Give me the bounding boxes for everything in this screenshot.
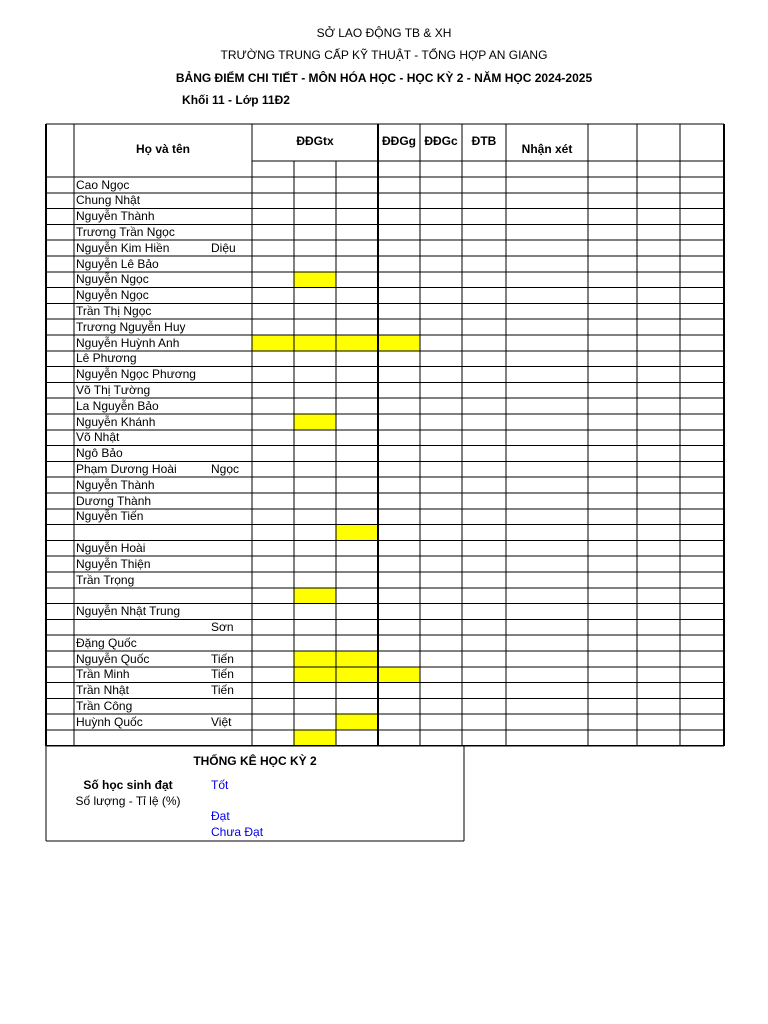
student-surname: Nguyễn Huỳnh Anh [76,335,180,350]
highlighted-score-cell[interactable] [294,588,336,604]
student-surname: Trần Nhật [76,683,129,698]
student-given-name: Việt [211,714,232,729]
stats-tot: Tốt [211,778,229,792]
student-given-name: Ngọc [211,461,240,476]
student-surname: Nguyễn Hoài [76,540,146,555]
highlighted-score-cell[interactable] [336,525,378,541]
student-surname: Nguyễn Khánh [76,414,156,429]
student-surname: Nguyễn Tiến [76,509,144,524]
highlighted-score-cell[interactable] [336,335,378,351]
highlighted-score-cell[interactable] [336,714,378,730]
student-surname: Nguyễn Ngọc Phương [76,367,196,382]
col-header-ddgc: ĐĐGc [424,134,458,148]
student-surname: Nguyễn Ngọc [76,288,149,303]
student-surname: Nguyễn Lê Bảo [76,256,159,271]
student-given-name: Diệu [211,240,236,255]
stats-title: THỐNG KÊ HỌC KỲ 2 [193,754,317,768]
col-header-name: Họ và tên [135,142,190,156]
highlighted-score-cell[interactable] [294,730,336,746]
student-surname: La Nguyễn Bảo [76,398,159,413]
school-name: TRƯỜNG TRUNG CẤP KỸ THUẬT - TỔNG HỢP AN GIANG [220,48,548,62]
student-surname: Trương Trần Ngọc [76,224,175,239]
col-header-ddgtx: ĐĐGtx [296,134,334,148]
student-surname: Nguyễn Thiện [76,556,151,571]
student-surname: Lê Phương [76,351,137,366]
col-header-note: Nhận xét [521,142,573,156]
stats-label: Số học sinh đạt [83,778,173,792]
student-surname: Huỳnh Quốc [76,714,143,729]
student-surname: Dương Thành [76,493,152,508]
student-surname: Trần Công [76,698,133,713]
student-surname: Nguyễn Thành [76,209,155,224]
stats-chua-dat: Chưa Đạt [211,825,264,839]
stats-sublabel: Số lượng - Tỉ lệ (%) [75,794,181,808]
class-label: Khối 11 - Lớp 11Đ2 [182,93,290,107]
sheet-title: BẢNG ĐIỂM CHI TIẾT - MÔN HÓA HỌC - HỌC KỲ 2 - NĂM HỌC 2024-2025 [175,71,593,85]
col-header-dtb: ĐTB [471,134,497,148]
highlighted-score-cell[interactable] [294,667,336,683]
col-header-ddgg: ĐĐGg [382,134,416,148]
student-surname: Nguyễn Nhật Trung [76,604,181,619]
student-surname: Võ Thị Tường [76,382,151,397]
student-surname: Trương Nguyễn Huy [76,319,186,334]
student-surname: Trần Minh [76,667,130,682]
student-given-name: Tiến [211,683,234,698]
highlighted-score-cell[interactable] [252,335,294,351]
highlighted-score-cell[interactable] [378,667,420,683]
student-surname: Trần Thị Ngọc [76,303,152,318]
student-surname: Trần Trọng [76,572,135,587]
student-surname: Nguyễn Thành [76,477,155,492]
student-surname: Phạm Dương Hoài [76,461,177,476]
student-surname: Nguyễn Quốc [76,651,150,666]
highlighted-score-cell[interactable] [336,651,378,667]
student-given-name: Tiến [211,667,234,682]
student-surname: Đặng Quốc [76,635,137,650]
highlighted-score-cell[interactable] [294,272,336,288]
student-given-name: Tiến [211,651,234,666]
department-name: SỞ LAO ĐỘNG TB & XH [316,26,452,40]
highlighted-score-cell[interactable] [294,335,336,351]
student-surname: Nguyễn Ngọc [76,272,149,287]
highlighted-score-cell[interactable] [336,667,378,683]
student-surname: Nguyễn Kim Hiền [76,240,170,255]
student-surname: Võ Nhật [76,430,120,445]
student-given-name: Sơn [211,619,234,634]
highlighted-score-cell[interactable] [294,651,336,667]
highlighted-score-cell[interactable] [294,414,336,430]
student-surname: Chung Nhật [76,193,141,208]
student-surname: Cao Ngọc [76,177,130,192]
highlighted-score-cell[interactable] [378,335,420,351]
student-surname: Ngô Bảo [76,446,123,461]
stats-dat: Đạt [211,809,230,823]
